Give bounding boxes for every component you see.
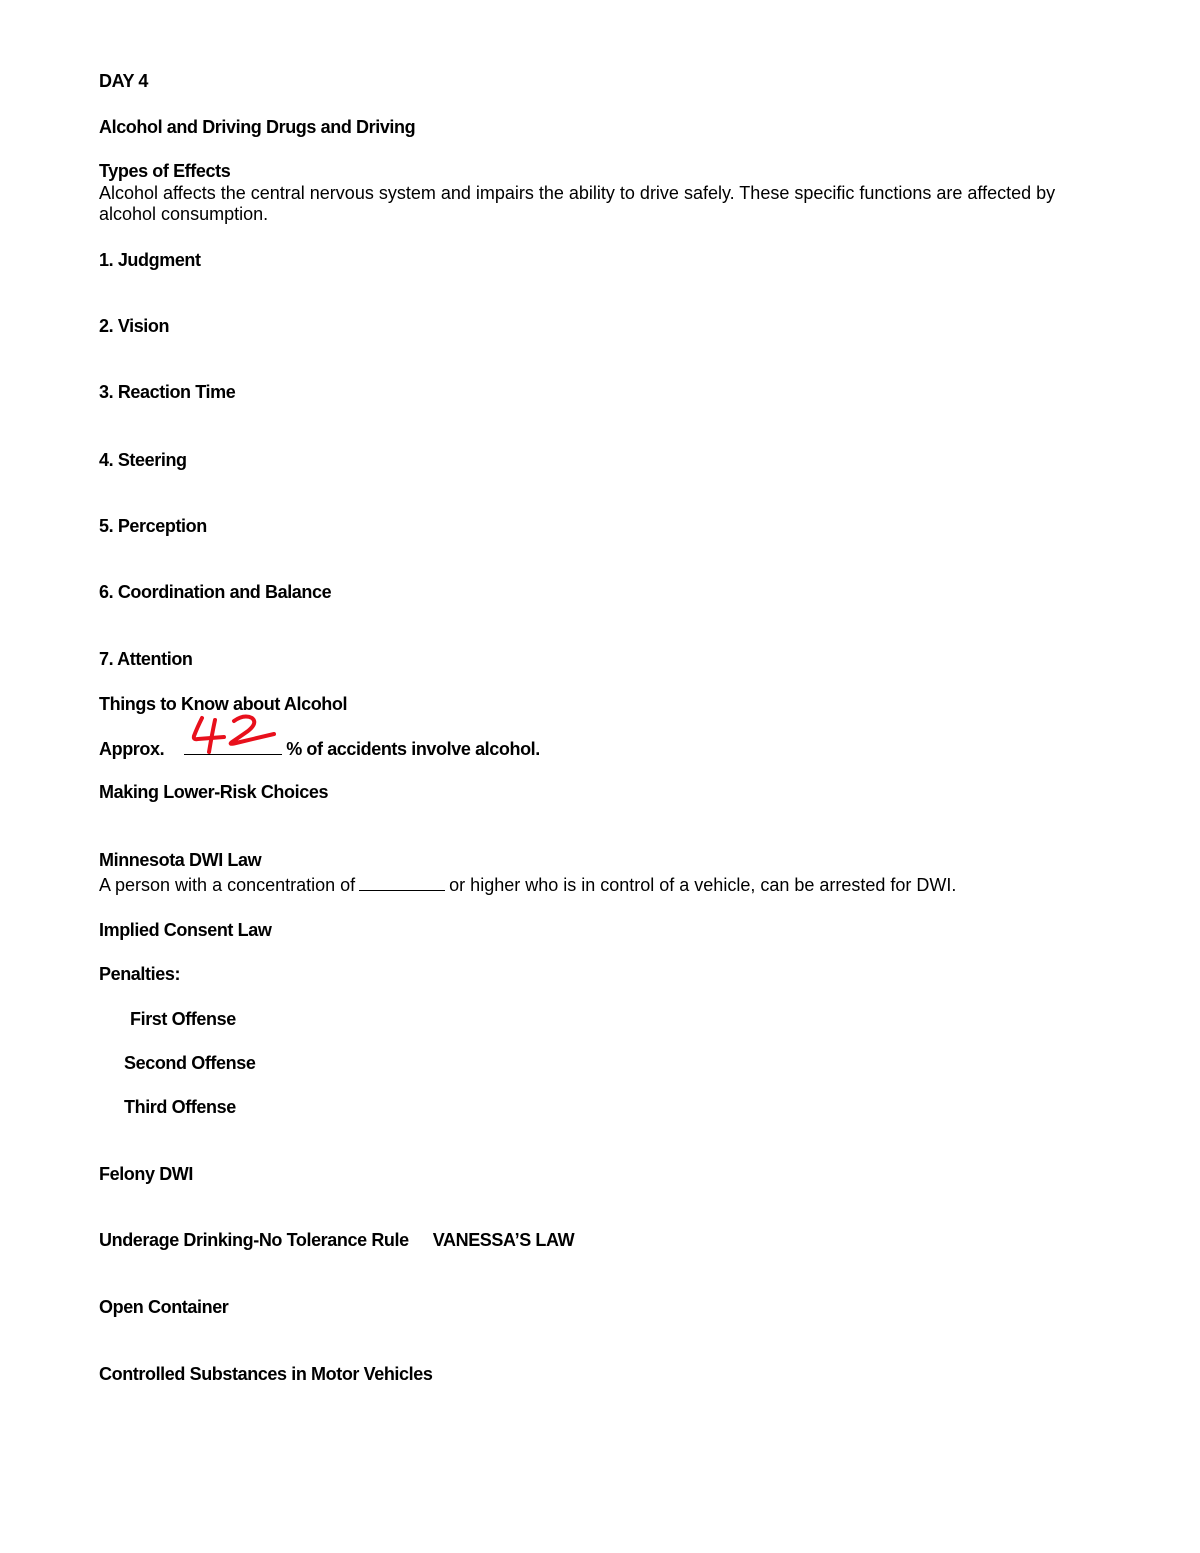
penalty-first-offense: First Offense (130, 1009, 236, 1029)
approx-statement (99, 738, 540, 760)
approx-prefix: Approx. (99, 739, 165, 759)
penalty-second-offense: Second Offense (124, 1053, 256, 1073)
day-label: DAY 4 (99, 71, 149, 91)
dwi-law-text-after: or higher who is in control of a vehicle, can be arrested for DWI. (449, 875, 957, 895)
page-title: Alcohol and Driving Drugs and Driving (99, 117, 416, 137)
open-container-heading: Open Container (99, 1297, 229, 1317)
effect-item-attention: 7. Attention (99, 649, 193, 669)
types-of-effects-heading: Types of Effects (99, 161, 231, 181)
effect-item-judgment: 1. Judgment (99, 250, 201, 270)
effect-item-steering: 4. Steering (99, 450, 187, 470)
dwi-law-heading: Minnesota DWI Law (99, 850, 262, 870)
felony-dwi-heading: Felony DWI (99, 1164, 193, 1184)
types-of-effects-description: Alcohol affects the central nervous system and impairs the ability to drive safely. These specific functions are affected by alcohol consumption. (99, 183, 1056, 224)
vanessas-law: VANESSA’S LAW (432, 1230, 575, 1250)
controlled-substances-heading: Controlled Substances in Motor Vehicles (99, 1364, 433, 1384)
underage-rule: Underage Drinking-No Tolerance Rule (99, 1230, 409, 1250)
penalty-third-offense: Third Offense (124, 1097, 236, 1117)
approx-suffix: % of accidents involve alcohol. (286, 739, 540, 759)
underage-drinking-heading (99, 1230, 574, 1251)
things-to-know-heading: Things to Know about Alcohol (99, 694, 348, 714)
handwritten-answer (188, 712, 278, 756)
implied-consent-heading: Implied Consent Law (99, 920, 272, 940)
answer-blank[interactable] (184, 738, 282, 755)
effect-item-coordination: 6. Coordination and Balance (99, 582, 332, 602)
effect-item-reaction-time: 3. Reaction Time (99, 382, 236, 402)
dwi-law-statement (99, 875, 956, 896)
concentration-blank[interactable] (359, 875, 445, 891)
effect-item-perception: 5. Perception (99, 516, 207, 536)
dwi-law-text-before: A person with a concentration of (99, 875, 356, 895)
effect-item-vision: 2. Vision (99, 316, 170, 336)
lower-risk-heading: Making Lower-Risk Choices (99, 782, 329, 802)
penalties-heading: Penalties: (99, 964, 181, 984)
